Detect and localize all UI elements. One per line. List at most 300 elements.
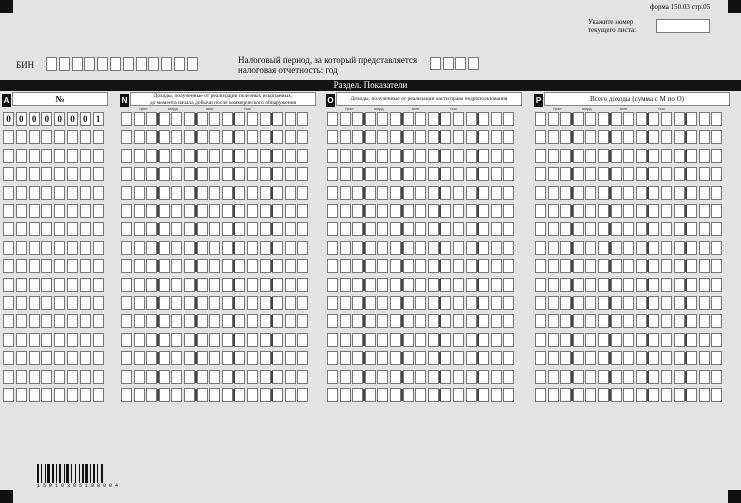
column-o-digit-cell[interactable] bbox=[491, 314, 502, 328]
row-number-digit-cell[interactable] bbox=[80, 370, 91, 384]
column-n-digit-cell[interactable] bbox=[234, 388, 245, 402]
column-o-digit-cell[interactable] bbox=[415, 130, 426, 144]
column-n-digit-cell[interactable] bbox=[159, 204, 170, 218]
column-p-digit-cell[interactable] bbox=[598, 149, 609, 163]
column-p-digit-cell[interactable] bbox=[585, 149, 596, 163]
column-o-digit-cell[interactable] bbox=[340, 370, 351, 384]
column-n-digit-cell[interactable] bbox=[222, 314, 233, 328]
column-p-digit-cell[interactable] bbox=[611, 149, 622, 163]
column-o-digit-cell[interactable] bbox=[403, 204, 414, 218]
column-o-digit-cell[interactable] bbox=[478, 204, 489, 218]
column-p-digit-cell[interactable] bbox=[711, 167, 722, 181]
column-n-digit-cell[interactable] bbox=[197, 296, 208, 310]
column-p-digit-cell[interactable] bbox=[611, 314, 622, 328]
column-n-digit-cell[interactable] bbox=[272, 314, 283, 328]
bin-digit-cell[interactable] bbox=[84, 57, 95, 71]
column-o-digit-cell[interactable] bbox=[390, 112, 401, 126]
column-o-digit-cell[interactable] bbox=[453, 333, 464, 347]
row-number-digit-cell[interactable] bbox=[41, 186, 52, 200]
column-n-digit-cell[interactable] bbox=[121, 370, 132, 384]
column-o-digit-cell[interactable] bbox=[503, 333, 514, 347]
row-number-digit-cell[interactable] bbox=[16, 222, 27, 236]
column-p-digit-cell[interactable] bbox=[585, 241, 596, 255]
column-o-digit-cell[interactable] bbox=[340, 112, 351, 126]
column-p-digit-cell[interactable] bbox=[648, 278, 659, 292]
column-n-digit-cell[interactable] bbox=[197, 167, 208, 181]
row-number-digit-cell[interactable] bbox=[67, 296, 78, 310]
column-p-digit-cell[interactable] bbox=[535, 278, 546, 292]
column-p-digit-cell[interactable] bbox=[560, 186, 571, 200]
column-o-digit-cell[interactable] bbox=[466, 370, 477, 384]
row-number-digit-cell[interactable]: 0 bbox=[54, 112, 65, 126]
column-o-digit-cell[interactable] bbox=[428, 333, 439, 347]
column-p-digit-cell[interactable] bbox=[560, 370, 571, 384]
column-p-digit-cell[interactable] bbox=[623, 167, 634, 181]
column-n-digit-cell[interactable] bbox=[260, 149, 271, 163]
column-p-digit-cell[interactable] bbox=[711, 259, 722, 273]
row-number-digit-cell[interactable] bbox=[80, 278, 91, 292]
column-p-digit-cell[interactable] bbox=[623, 149, 634, 163]
column-o-digit-cell[interactable] bbox=[466, 388, 477, 402]
column-p-digit-cell[interactable] bbox=[560, 204, 571, 218]
column-p-digit-cell[interactable] bbox=[560, 241, 571, 255]
column-n-digit-cell[interactable] bbox=[134, 241, 145, 255]
column-p-digit-cell[interactable] bbox=[623, 222, 634, 236]
column-n-digit-cell[interactable] bbox=[260, 241, 271, 255]
column-p-digit-cell[interactable] bbox=[548, 204, 559, 218]
column-o-digit-cell[interactable] bbox=[352, 186, 363, 200]
row-number-digit-cell[interactable] bbox=[67, 167, 78, 181]
row-number-digit-cell[interactable] bbox=[29, 278, 40, 292]
column-o-digit-cell[interactable] bbox=[377, 296, 388, 310]
column-n-digit-cell[interactable] bbox=[209, 370, 220, 384]
row-number-digit-cell[interactable] bbox=[41, 259, 52, 273]
column-p-digit-cell[interactable] bbox=[535, 149, 546, 163]
column-p-digit-cell[interactable] bbox=[623, 296, 634, 310]
column-n-digit-cell[interactable] bbox=[171, 167, 182, 181]
column-p-digit-cell[interactable] bbox=[585, 186, 596, 200]
column-o-digit-cell[interactable] bbox=[327, 259, 338, 273]
column-o-digit-cell[interactable] bbox=[365, 149, 376, 163]
row-number-digit-cell[interactable] bbox=[54, 204, 65, 218]
column-p-digit-cell[interactable] bbox=[661, 204, 672, 218]
column-n-digit-cell[interactable] bbox=[247, 186, 258, 200]
column-n-digit-cell[interactable] bbox=[159, 167, 170, 181]
column-n-digit-cell[interactable] bbox=[272, 333, 283, 347]
column-p-digit-cell[interactable] bbox=[611, 351, 622, 365]
column-n-digit-cell[interactable] bbox=[146, 333, 157, 347]
column-o-digit-cell[interactable] bbox=[478, 149, 489, 163]
column-n-digit-cell[interactable] bbox=[121, 388, 132, 402]
column-n-digit-cell[interactable] bbox=[146, 259, 157, 273]
column-n-digit-cell[interactable] bbox=[146, 351, 157, 365]
column-o-digit-cell[interactable] bbox=[428, 259, 439, 273]
column-o-digit-cell[interactable] bbox=[352, 333, 363, 347]
column-o-digit-cell[interactable] bbox=[365, 296, 376, 310]
column-p-digit-cell[interactable] bbox=[686, 333, 697, 347]
column-p-digit-cell[interactable] bbox=[686, 351, 697, 365]
bin-digit-cell[interactable] bbox=[136, 57, 147, 71]
column-o-digit-cell[interactable] bbox=[478, 278, 489, 292]
row-number-digit-cell[interactable]: 0 bbox=[16, 112, 27, 126]
sheet-number-input[interactable] bbox=[656, 19, 710, 33]
column-p-digit-cell[interactable] bbox=[548, 167, 559, 181]
column-p-digit-cell[interactable] bbox=[573, 333, 584, 347]
column-p-digit-cell[interactable] bbox=[585, 314, 596, 328]
column-n-digit-cell[interactable] bbox=[171, 241, 182, 255]
column-n-digit-cell[interactable] bbox=[297, 259, 308, 273]
row-number-digit-cell[interactable] bbox=[67, 351, 78, 365]
column-p-digit-cell[interactable] bbox=[573, 130, 584, 144]
column-n-digit-cell[interactable] bbox=[222, 186, 233, 200]
column-p-digit-cell[interactable] bbox=[535, 204, 546, 218]
column-o-digit-cell[interactable] bbox=[453, 186, 464, 200]
column-o-digit-cell[interactable] bbox=[390, 167, 401, 181]
column-p-digit-cell[interactable] bbox=[611, 167, 622, 181]
column-p-digit-cell[interactable] bbox=[686, 130, 697, 144]
column-p-digit-cell[interactable] bbox=[661, 351, 672, 365]
row-number-digit-cell[interactable] bbox=[16, 388, 27, 402]
column-n-digit-cell[interactable] bbox=[272, 259, 283, 273]
column-n-digit-cell[interactable] bbox=[297, 296, 308, 310]
column-o-digit-cell[interactable] bbox=[466, 333, 477, 347]
column-n-digit-cell[interactable] bbox=[260, 130, 271, 144]
column-n-digit-cell[interactable] bbox=[234, 333, 245, 347]
column-p-digit-cell[interactable] bbox=[674, 259, 685, 273]
column-o-digit-cell[interactable] bbox=[466, 167, 477, 181]
row-number-digit-cell[interactable] bbox=[41, 130, 52, 144]
column-p-digit-cell[interactable] bbox=[611, 130, 622, 144]
column-n-digit-cell[interactable] bbox=[134, 222, 145, 236]
column-p-digit-cell[interactable] bbox=[648, 259, 659, 273]
column-p-digit-cell[interactable] bbox=[636, 388, 647, 402]
column-n-digit-cell[interactable] bbox=[184, 314, 195, 328]
column-n-digit-cell[interactable] bbox=[234, 370, 245, 384]
column-n-digit-cell[interactable] bbox=[184, 186, 195, 200]
column-n-digit-cell[interactable] bbox=[171, 333, 182, 347]
column-o-digit-cell[interactable] bbox=[491, 278, 502, 292]
row-number-digit-cell[interactable] bbox=[93, 351, 104, 365]
column-n-digit-cell[interactable] bbox=[260, 167, 271, 181]
column-p-digit-cell[interactable] bbox=[699, 112, 710, 126]
column-n-digit-cell[interactable] bbox=[209, 296, 220, 310]
column-o-digit-cell[interactable] bbox=[503, 314, 514, 328]
column-n-digit-cell[interactable] bbox=[260, 259, 271, 273]
column-o-digit-cell[interactable] bbox=[352, 241, 363, 255]
column-p-digit-cell[interactable] bbox=[699, 259, 710, 273]
row-number-digit-cell[interactable] bbox=[29, 167, 40, 181]
column-n-digit-cell[interactable] bbox=[197, 186, 208, 200]
row-number-digit-cell[interactable] bbox=[54, 259, 65, 273]
column-n-digit-cell[interactable] bbox=[222, 149, 233, 163]
column-n-digit-cell[interactable] bbox=[184, 278, 195, 292]
column-p-digit-cell[interactable] bbox=[686, 186, 697, 200]
column-n-digit-cell[interactable] bbox=[209, 149, 220, 163]
column-p-digit-cell[interactable] bbox=[648, 167, 659, 181]
column-n-digit-cell[interactable] bbox=[234, 259, 245, 273]
column-o-digit-cell[interactable] bbox=[365, 314, 376, 328]
column-o-digit-cell[interactable] bbox=[440, 130, 451, 144]
column-p-digit-cell[interactable] bbox=[573, 149, 584, 163]
row-number-digit-cell[interactable] bbox=[29, 259, 40, 273]
column-n-digit-cell[interactable] bbox=[121, 167, 132, 181]
column-p-digit-cell[interactable] bbox=[611, 278, 622, 292]
column-n-digit-cell[interactable] bbox=[209, 278, 220, 292]
column-p-digit-cell[interactable] bbox=[560, 314, 571, 328]
column-o-digit-cell[interactable] bbox=[365, 222, 376, 236]
tax-year-digit-cell[interactable] bbox=[443, 57, 454, 70]
row-number-digit-cell[interactable] bbox=[3, 241, 14, 255]
column-o-digit-cell[interactable] bbox=[365, 278, 376, 292]
row-number-digit-cell[interactable] bbox=[29, 370, 40, 384]
row-number-digit-cell[interactable] bbox=[54, 222, 65, 236]
column-n-digit-cell[interactable] bbox=[134, 314, 145, 328]
column-p-digit-cell[interactable] bbox=[661, 130, 672, 144]
column-n-digit-cell[interactable] bbox=[260, 186, 271, 200]
tax-year-digit-cell[interactable] bbox=[468, 57, 479, 70]
column-o-digit-cell[interactable] bbox=[377, 186, 388, 200]
row-number-digit-cell[interactable] bbox=[3, 314, 14, 328]
row-number-digit-cell[interactable] bbox=[80, 204, 91, 218]
row-number-digit-cell[interactable] bbox=[41, 241, 52, 255]
row-number-digit-cell[interactable] bbox=[41, 388, 52, 402]
column-n-digit-cell[interactable] bbox=[159, 112, 170, 126]
column-p-digit-cell[interactable] bbox=[598, 388, 609, 402]
column-o-digit-cell[interactable] bbox=[327, 222, 338, 236]
row-number-digit-cell[interactable] bbox=[41, 278, 52, 292]
column-o-digit-cell[interactable] bbox=[466, 130, 477, 144]
column-p-digit-cell[interactable] bbox=[535, 370, 546, 384]
column-p-digit-cell[interactable] bbox=[573, 222, 584, 236]
column-p-digit-cell[interactable] bbox=[598, 351, 609, 365]
column-n-digit-cell[interactable] bbox=[260, 333, 271, 347]
column-n-digit-cell[interactable] bbox=[121, 296, 132, 310]
column-p-digit-cell[interactable] bbox=[535, 351, 546, 365]
column-n-digit-cell[interactable] bbox=[272, 351, 283, 365]
column-p-digit-cell[interactable] bbox=[560, 333, 571, 347]
column-n-digit-cell[interactable] bbox=[134, 296, 145, 310]
row-number-digit-cell[interactable] bbox=[80, 259, 91, 273]
row-number-digit-cell[interactable] bbox=[3, 351, 14, 365]
row-number-digit-cell[interactable]: 1 bbox=[93, 112, 104, 126]
row-number-digit-cell[interactable] bbox=[3, 278, 14, 292]
column-n-digit-cell[interactable] bbox=[297, 186, 308, 200]
column-o-digit-cell[interactable] bbox=[377, 167, 388, 181]
row-number-digit-cell[interactable] bbox=[3, 149, 14, 163]
column-n-digit-cell[interactable] bbox=[171, 388, 182, 402]
column-n-digit-cell[interactable] bbox=[285, 167, 296, 181]
column-p-digit-cell[interactable] bbox=[636, 259, 647, 273]
column-o-digit-cell[interactable] bbox=[327, 167, 338, 181]
column-n-digit-cell[interactable] bbox=[197, 388, 208, 402]
column-p-digit-cell[interactable] bbox=[674, 333, 685, 347]
column-n-digit-cell[interactable] bbox=[159, 222, 170, 236]
column-n-digit-cell[interactable] bbox=[260, 314, 271, 328]
column-o-digit-cell[interactable] bbox=[478, 167, 489, 181]
column-p-digit-cell[interactable] bbox=[535, 241, 546, 255]
column-o-digit-cell[interactable] bbox=[440, 259, 451, 273]
column-p-digit-cell[interactable] bbox=[535, 112, 546, 126]
column-o-digit-cell[interactable] bbox=[327, 370, 338, 384]
column-p-digit-cell[interactable] bbox=[686, 222, 697, 236]
column-o-digit-cell[interactable] bbox=[365, 204, 376, 218]
column-o-digit-cell[interactable] bbox=[415, 204, 426, 218]
column-p-digit-cell[interactable] bbox=[699, 149, 710, 163]
column-o-digit-cell[interactable] bbox=[390, 370, 401, 384]
column-n-digit-cell[interactable] bbox=[159, 259, 170, 273]
column-p-digit-cell[interactable] bbox=[648, 112, 659, 126]
column-n-digit-cell[interactable] bbox=[171, 186, 182, 200]
column-p-digit-cell[interactable] bbox=[548, 388, 559, 402]
row-number-digit-cell[interactable] bbox=[3, 167, 14, 181]
column-n-digit-cell[interactable] bbox=[209, 333, 220, 347]
column-n-digit-cell[interactable] bbox=[247, 370, 258, 384]
column-p-digit-cell[interactable] bbox=[573, 388, 584, 402]
column-n-digit-cell[interactable] bbox=[184, 296, 195, 310]
column-o-digit-cell[interactable] bbox=[503, 204, 514, 218]
column-n-digit-cell[interactable] bbox=[297, 130, 308, 144]
row-number-digit-cell[interactable]: 0 bbox=[3, 112, 14, 126]
column-n-digit-cell[interactable] bbox=[285, 333, 296, 347]
column-n-digit-cell[interactable] bbox=[121, 351, 132, 365]
column-o-digit-cell[interactable] bbox=[478, 333, 489, 347]
row-number-digit-cell[interactable] bbox=[93, 204, 104, 218]
column-n-digit-cell[interactable] bbox=[159, 370, 170, 384]
column-n-digit-cell[interactable] bbox=[184, 333, 195, 347]
column-o-digit-cell[interactable] bbox=[327, 186, 338, 200]
bin-digit-cell[interactable] bbox=[97, 57, 108, 71]
row-number-digit-cell[interactable] bbox=[41, 222, 52, 236]
column-p-digit-cell[interactable] bbox=[711, 278, 722, 292]
column-n-digit-cell[interactable] bbox=[197, 370, 208, 384]
column-o-digit-cell[interactable] bbox=[466, 296, 477, 310]
column-p-digit-cell[interactable] bbox=[585, 204, 596, 218]
column-o-digit-cell[interactable] bbox=[390, 241, 401, 255]
column-n-digit-cell[interactable] bbox=[234, 314, 245, 328]
column-p-digit-cell[interactable] bbox=[548, 259, 559, 273]
column-p-digit-cell[interactable] bbox=[585, 130, 596, 144]
column-o-digit-cell[interactable] bbox=[491, 241, 502, 255]
column-o-digit-cell[interactable] bbox=[340, 351, 351, 365]
column-o-digit-cell[interactable] bbox=[352, 149, 363, 163]
column-p-digit-cell[interactable] bbox=[611, 241, 622, 255]
column-p-digit-cell[interactable] bbox=[699, 186, 710, 200]
column-n-digit-cell[interactable] bbox=[285, 241, 296, 255]
column-n-digit-cell[interactable] bbox=[159, 130, 170, 144]
column-n-digit-cell[interactable] bbox=[209, 314, 220, 328]
row-number-digit-cell[interactable] bbox=[41, 370, 52, 384]
column-p-digit-cell[interactable] bbox=[711, 149, 722, 163]
row-number-digit-cell[interactable] bbox=[67, 204, 78, 218]
column-p-digit-cell[interactable] bbox=[623, 278, 634, 292]
row-number-digit-cell[interactable] bbox=[16, 314, 27, 328]
column-p-digit-cell[interactable] bbox=[648, 130, 659, 144]
column-p-digit-cell[interactable] bbox=[674, 278, 685, 292]
column-p-digit-cell[interactable] bbox=[623, 314, 634, 328]
column-o-digit-cell[interactable] bbox=[390, 130, 401, 144]
row-number-digit-cell[interactable] bbox=[29, 333, 40, 347]
column-p-digit-cell[interactable] bbox=[585, 370, 596, 384]
column-o-digit-cell[interactable] bbox=[415, 296, 426, 310]
column-o-digit-cell[interactable] bbox=[403, 130, 414, 144]
column-n-digit-cell[interactable] bbox=[260, 278, 271, 292]
column-o-digit-cell[interactable] bbox=[428, 112, 439, 126]
column-p-digit-cell[interactable] bbox=[611, 222, 622, 236]
column-p-digit-cell[interactable] bbox=[674, 204, 685, 218]
column-o-digit-cell[interactable] bbox=[440, 314, 451, 328]
column-o-digit-cell[interactable] bbox=[403, 112, 414, 126]
bin-digit-cell[interactable] bbox=[161, 57, 172, 71]
column-o-digit-cell[interactable] bbox=[352, 370, 363, 384]
row-number-digit-cell[interactable] bbox=[54, 296, 65, 310]
column-n-digit-cell[interactable] bbox=[234, 351, 245, 365]
column-p-digit-cell[interactable] bbox=[686, 149, 697, 163]
column-p-digit-cell[interactable] bbox=[598, 278, 609, 292]
column-p-digit-cell[interactable] bbox=[636, 167, 647, 181]
column-o-digit-cell[interactable] bbox=[340, 388, 351, 402]
column-o-digit-cell[interactable] bbox=[340, 204, 351, 218]
column-p-digit-cell[interactable] bbox=[573, 314, 584, 328]
column-o-digit-cell[interactable] bbox=[390, 278, 401, 292]
column-p-digit-cell[interactable] bbox=[686, 241, 697, 255]
row-number-digit-cell[interactable] bbox=[80, 186, 91, 200]
column-n-digit-cell[interactable] bbox=[197, 130, 208, 144]
row-number-digit-cell[interactable] bbox=[67, 130, 78, 144]
column-n-digit-cell[interactable] bbox=[209, 130, 220, 144]
column-o-digit-cell[interactable] bbox=[503, 186, 514, 200]
column-n-digit-cell[interactable] bbox=[209, 186, 220, 200]
column-n-digit-cell[interactable] bbox=[209, 204, 220, 218]
column-p-digit-cell[interactable] bbox=[585, 278, 596, 292]
row-number-digit-cell[interactable] bbox=[16, 351, 27, 365]
column-p-digit-cell[interactable] bbox=[674, 167, 685, 181]
column-p-digit-cell[interactable] bbox=[585, 112, 596, 126]
column-o-digit-cell[interactable] bbox=[352, 167, 363, 181]
column-n-digit-cell[interactable] bbox=[134, 167, 145, 181]
column-o-digit-cell[interactable] bbox=[415, 370, 426, 384]
column-n-digit-cell[interactable] bbox=[146, 149, 157, 163]
column-p-digit-cell[interactable] bbox=[548, 222, 559, 236]
column-n-digit-cell[interactable] bbox=[171, 278, 182, 292]
column-n-digit-cell[interactable] bbox=[285, 278, 296, 292]
column-n-digit-cell[interactable] bbox=[297, 222, 308, 236]
column-o-digit-cell[interactable] bbox=[478, 388, 489, 402]
column-o-digit-cell[interactable] bbox=[340, 186, 351, 200]
column-p-digit-cell[interactable] bbox=[611, 112, 622, 126]
column-o-digit-cell[interactable] bbox=[478, 222, 489, 236]
column-p-digit-cell[interactable] bbox=[560, 149, 571, 163]
row-number-digit-cell[interactable] bbox=[54, 130, 65, 144]
column-o-digit-cell[interactable] bbox=[377, 351, 388, 365]
column-o-digit-cell[interactable] bbox=[377, 388, 388, 402]
column-o-digit-cell[interactable] bbox=[340, 259, 351, 273]
bin-digit-cell[interactable] bbox=[59, 57, 70, 71]
column-o-digit-cell[interactable] bbox=[377, 241, 388, 255]
column-n-digit-cell[interactable] bbox=[159, 388, 170, 402]
column-p-digit-cell[interactable] bbox=[686, 296, 697, 310]
column-n-digit-cell[interactable] bbox=[272, 112, 283, 126]
column-o-digit-cell[interactable] bbox=[415, 259, 426, 273]
column-p-digit-cell[interactable] bbox=[573, 278, 584, 292]
column-n-digit-cell[interactable] bbox=[272, 149, 283, 163]
column-n-digit-cell[interactable] bbox=[285, 112, 296, 126]
column-n-digit-cell[interactable] bbox=[247, 112, 258, 126]
column-o-digit-cell[interactable] bbox=[503, 222, 514, 236]
column-o-digit-cell[interactable] bbox=[415, 149, 426, 163]
column-p-digit-cell[interactable] bbox=[711, 296, 722, 310]
column-o-digit-cell[interactable] bbox=[503, 388, 514, 402]
column-n-digit-cell[interactable] bbox=[134, 186, 145, 200]
